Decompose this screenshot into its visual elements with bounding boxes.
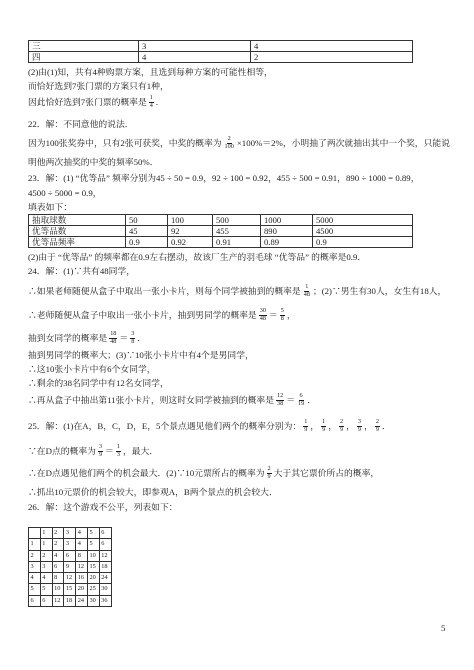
table-cell: 4 — [251, 41, 413, 52]
text: ， — [286, 309, 296, 320]
q21-line-3 — [28, 94, 158, 110]
fraction-numerator: 12 — [277, 391, 284, 399]
text: ∵在D点的概率为 — [28, 445, 96, 456]
text: (2)由(1)知，共有4种购票方案，且选到每种方案的可能性相等， — [28, 66, 273, 77]
grid-row — [29, 595, 112, 606]
table-cell: 0.89 — [261, 237, 313, 248]
fraction — [357, 419, 362, 434]
grid-cell: 12 — [52, 595, 64, 606]
table-cell: 45 — [126, 226, 168, 237]
grid-cell: 25 — [87, 584, 99, 595]
q24-line-1 — [28, 266, 135, 276]
row-label: 抽取球数 — [29, 215, 126, 226]
q26-line-1 — [28, 502, 178, 512]
q21-line-1 — [28, 67, 273, 77]
text: 明他两次抽奖的中奖的频率50%． — [28, 156, 159, 167]
grid-cell: 12 — [76, 561, 88, 572]
grid-corner-cell — [29, 528, 41, 539]
text: ；(2)∵男生有30人，女生有18人， — [312, 285, 447, 296]
fraction — [339, 419, 344, 434]
fraction-numerator: 1 — [322, 417, 326, 425]
table-cell: 455 — [213, 226, 261, 237]
text: ∴剩余的38名同学中有12名女同学， — [28, 377, 169, 388]
grid-cell: 15 — [64, 584, 76, 595]
table-cell: 0.91 — [213, 237, 261, 248]
carryover-table — [28, 40, 413, 63]
fraction-denominator: 9 — [304, 426, 308, 433]
grid-cell: 20 — [87, 573, 99, 584]
text: ∴抓出10元票价的机会较大，即参观A，B两个景点的机会较大． — [28, 486, 278, 497]
grid-cell: 15 — [87, 561, 99, 572]
fraction-numerator: 5 — [280, 306, 284, 314]
fraction — [280, 308, 285, 323]
table-row — [29, 215, 413, 226]
q21-line-2 — [28, 81, 169, 91]
text: 23．解：(1) “优等品” 频率分别为45 ÷ 50 = 0.9，92 ÷ 100 = 0.92，455 ÷ 500 = 0.91，890 ÷ 1000 = 0.89， — [28, 172, 420, 183]
q22-line-3 — [28, 157, 159, 167]
fraction-numerator: 2 — [375, 417, 379, 425]
grid-cell: 36 — [99, 595, 111, 606]
separator: ， — [328, 420, 338, 431]
q25-line-4 — [28, 487, 278, 497]
grid-cell: 2 — [40, 550, 52, 561]
fraction — [259, 308, 267, 323]
q22-line-1 — [28, 119, 134, 129]
table-cell: 0.9 — [126, 237, 168, 248]
row-label: 优等品频率 — [29, 237, 126, 248]
text: 4500 ÷ 5000 = 0.9， — [28, 187, 102, 198]
fraction — [297, 393, 305, 408]
table-row — [29, 41, 413, 52]
grid-cell: 30 — [99, 584, 111, 595]
text: 因此恰好选到7张门票的概率是 — [28, 96, 147, 107]
grid-col-header: 3 — [64, 528, 76, 539]
grid-col-header: 4 — [76, 528, 88, 539]
text: ∴在D点遇见他们两个的机会最大．(2)∵10元票所占的概率为 — [28, 467, 265, 478]
table-cell: 0.92 — [168, 237, 213, 248]
grid-cell: 5 — [87, 539, 99, 550]
grid-row-header: 5 — [29, 584, 41, 595]
q25-line-3 — [28, 465, 379, 481]
grid-row — [29, 584, 112, 595]
fraction — [303, 419, 308, 434]
fraction — [276, 393, 284, 408]
table-cell: 0.9 — [313, 237, 413, 248]
fraction — [321, 419, 326, 434]
grid-cell: 9 — [64, 561, 76, 572]
text: ∴如果老师随便从盒子中取出一张小卡片，则每个同学被抽到的概率是 — [28, 285, 301, 296]
grid-cell: 8 — [52, 573, 64, 584]
fraction — [109, 331, 117, 346]
grid-cell: 10 — [87, 550, 99, 561]
table-cell: 2 — [251, 52, 413, 63]
text: (2)由于 “优等品” 的频率都在0.9左右摆动，故该厂生产的羽毛球 “优等品” 的概率是0.9． — [28, 251, 367, 262]
fraction-denominator: 8 — [131, 338, 135, 345]
q24-line-6 — [28, 364, 156, 374]
grid-cell: 24 — [76, 595, 88, 606]
q24-line-8 — [28, 392, 316, 408]
grid-row-header: 6 — [29, 595, 41, 606]
grid-row — [29, 539, 112, 550]
table-cell: 100 — [168, 215, 213, 226]
grid-col-header: 5 — [87, 528, 99, 539]
fraction-numerator: 1 — [116, 442, 120, 450]
text: 抽到男同学的概率大；(3)∵10张小卡片中有4个是男同学， — [28, 349, 254, 360]
fraction — [267, 466, 272, 481]
text: ． — [307, 394, 316, 405]
grid-cell: 12 — [64, 573, 76, 584]
q23-line-4 — [28, 252, 366, 262]
fraction-denominator: 8 — [280, 315, 284, 322]
q24-line-3 — [28, 307, 296, 323]
q23-frequency-table — [28, 214, 413, 248]
fraction-numerator: 1 — [305, 282, 309, 290]
grid-col-header: 1 — [40, 528, 52, 539]
grid-cell: 4 — [52, 550, 64, 561]
q23-line-1 — [28, 173, 420, 183]
text: ∴再从盒子中抽出第11张小卡片，则这时女同学被抽到的概率是 — [28, 394, 274, 405]
fraction-denominator: 3 — [116, 451, 120, 458]
table-cell: 5000 — [313, 215, 413, 226]
table-cell: 四 — [29, 52, 139, 63]
table-cell: 4500 — [313, 226, 413, 237]
fraction-numerator: 18 — [110, 329, 117, 337]
q25-line-1 — [28, 418, 391, 434]
grid-cell: 20 — [76, 584, 88, 595]
fraction-denominator: 48 — [303, 291, 310, 298]
fraction-denominator: 9 — [98, 451, 103, 458]
equals-sign: ＝ — [105, 445, 114, 456]
grid-row-header: 1 — [29, 539, 41, 550]
q26-product-grid — [28, 527, 112, 607]
fraction-denominator: 100 — [224, 143, 234, 150]
grid-row — [29, 573, 112, 584]
fraction-numerator: 6 — [299, 391, 303, 399]
text: 22．解：不同意他的说法． — [28, 118, 134, 129]
text: ×100%＝2%，小明抽了两次就抽出其中一个奖，只能说 — [236, 137, 450, 148]
fraction-denominator: 48 — [110, 338, 117, 345]
table-cell: 500 — [213, 215, 261, 226]
text: ∴老师随便从盒子中取出一张小卡片，抽到男同学的概率是 — [28, 309, 257, 320]
table-cell: 4 — [139, 52, 251, 63]
fraction — [98, 444, 103, 459]
text: 26．解：这个游戏不公平，列表如下： — [28, 501, 178, 512]
grid-cell: 3 — [64, 539, 76, 550]
q24-line-4 — [28, 330, 146, 346]
grid-cell: 30 — [87, 595, 99, 606]
q24-line-7 — [28, 378, 169, 388]
table-cell: 1000 — [261, 215, 313, 226]
table-cell: 92 — [168, 226, 213, 237]
text: ∴这10张小卡片中有6个女同学， — [28, 363, 156, 374]
fraction — [224, 136, 235, 151]
grid-cell: 6 — [40, 595, 52, 606]
grid-cell: 12 — [99, 550, 111, 561]
grid-header-row — [29, 528, 112, 539]
text: 填表如下： — [28, 201, 72, 212]
grid-cell: 6 — [64, 550, 76, 561]
fraction-numerator: 2 — [227, 134, 231, 142]
table-cell: 三 — [29, 41, 139, 52]
fraction-denominator: 48 — [259, 315, 266, 322]
grid-row — [29, 550, 112, 561]
grid-cell: 5 — [40, 584, 52, 595]
q24-line-2 — [28, 283, 446, 299]
table-row — [29, 237, 413, 248]
text: 而恰好选到7张门票的方案只有1种， — [28, 80, 169, 91]
q24-line-5 — [28, 350, 254, 360]
grid-cell: 10 — [52, 584, 64, 595]
grid-cell: 4 — [76, 539, 88, 550]
fraction-numerator: 3 — [357, 417, 362, 425]
grid-cell: 1 — [40, 539, 52, 550]
fraction-numerator: 1 — [149, 93, 153, 101]
fraction-numerator: 30 — [259, 306, 266, 314]
equals-sign: ＝ — [119, 332, 129, 343]
text: 25．解：(1)在A，B，C，D，E，5个景点遇见他们两个的概率分别为： — [28, 420, 302, 431]
fraction-numerator: 2 — [267, 464, 271, 472]
fraction-denominator: 4 — [149, 102, 153, 109]
row-label: 优等品数 — [29, 226, 126, 237]
fraction-denominator: 9 — [322, 426, 326, 433]
fraction — [303, 284, 311, 299]
text: 抽到女同学的概率是 — [28, 332, 108, 343]
grid-cell: 18 — [99, 561, 111, 572]
separator: ， — [364, 420, 373, 431]
fraction-numerator: 2 — [340, 417, 344, 425]
text: . — [155, 96, 159, 107]
fraction-numerator: 3 — [131, 329, 135, 337]
fraction — [116, 444, 121, 459]
grid-row — [29, 561, 112, 572]
table-row — [29, 226, 413, 237]
text: 大于其它票价所占的概率， — [273, 467, 380, 478]
grid-row-header: 2 — [29, 550, 41, 561]
table-cell: 3 — [139, 41, 251, 52]
q23-line-2 — [28, 188, 102, 198]
table-row — [29, 52, 413, 63]
separator: ， — [310, 420, 320, 431]
grid-cell: 4 — [40, 573, 52, 584]
page-number: 5 — [441, 623, 446, 633]
grid-col-header: 6 — [99, 528, 111, 539]
q25-line-2 — [28, 443, 158, 459]
fraction — [375, 419, 380, 434]
text: 因为100张奖券中，只有2张可获奖，中奖的概率为 — [28, 137, 222, 148]
grid-cell: 6 — [52, 561, 64, 572]
fraction-denominator: 38 — [277, 400, 284, 407]
text: ． — [381, 420, 391, 431]
equals-sign: ＝ — [268, 309, 278, 320]
grid-row-header: 4 — [29, 573, 41, 584]
fraction — [149, 95, 154, 110]
grid-cell: 16 — [76, 573, 88, 584]
fraction — [130, 331, 135, 346]
grid-cell: 24 — [99, 573, 111, 584]
fraction-denominator: 9 — [357, 426, 362, 433]
grid-row-header: 3 — [29, 561, 41, 572]
text: ，最大． — [122, 445, 159, 456]
fraction-numerator: 1 — [304, 417, 308, 425]
fraction-denominator: 19 — [298, 400, 305, 407]
text: 24．解：(1)∵共有48同学， — [28, 265, 136, 276]
fraction-numerator: 3 — [98, 442, 103, 450]
grid-cell: 3 — [40, 561, 52, 572]
fraction-denominator: 9 — [340, 426, 344, 433]
fraction-denominator: 9 — [267, 473, 271, 480]
table-cell: 50 — [126, 215, 168, 226]
equals-sign: ＝ — [286, 394, 295, 405]
grid-cell: 18 — [64, 595, 76, 606]
q22-line-2 — [28, 135, 450, 151]
grid-cell: 6 — [99, 539, 111, 550]
q23-line-3 — [28, 202, 72, 212]
grid-cell: 2 — [52, 539, 64, 550]
fraction-denominator: 9 — [375, 426, 379, 433]
separator: ， — [346, 420, 355, 431]
table-cell: 890 — [261, 226, 313, 237]
text: ． — [137, 332, 147, 343]
grid-cell: 8 — [76, 550, 88, 561]
grid-col-header: 2 — [52, 528, 64, 539]
